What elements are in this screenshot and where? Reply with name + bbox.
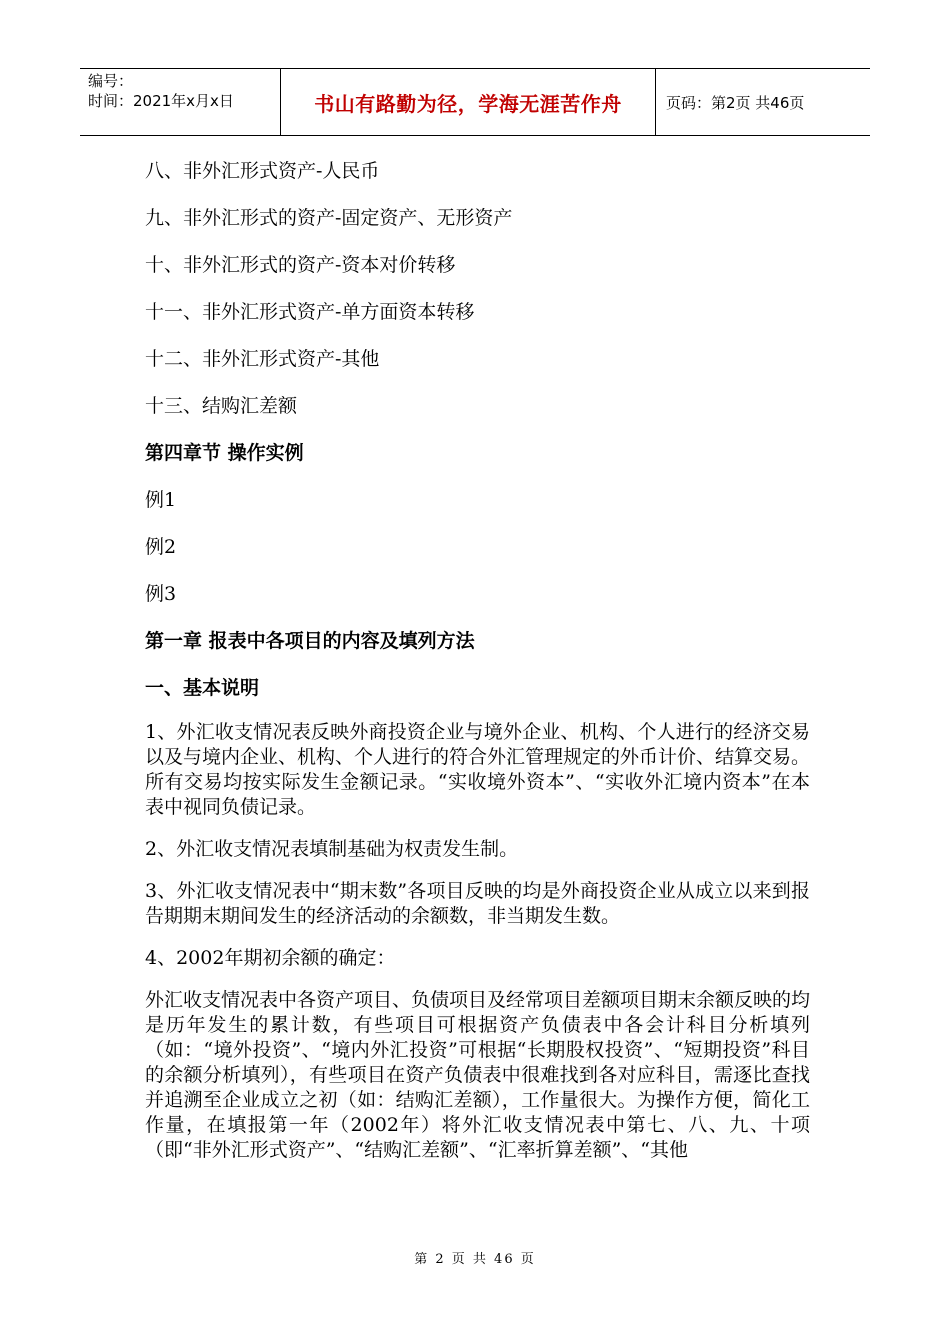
page-header <box>80 68 870 136</box>
toc-item: 八、非外汇形式资产-人民币 <box>145 160 380 182</box>
paragraph: 3、外汇收支情况表中“期末数”各项目反映的均是外商投资企业从成立以来到报告期期末期间发生的经济活动的余额数，非当期发生数。 <box>145 880 810 927</box>
example-item: 例2 <box>145 536 177 558</box>
toc-item: 十三、结购汇差额 <box>145 395 298 417</box>
example-item: 例3 <box>145 583 177 605</box>
toc-item: 九、非外汇形式的资产-固定资产、无形资产 <box>145 207 513 229</box>
section1-heading: 一、基本说明 <box>145 677 260 699</box>
document-body <box>145 156 810 1180</box>
paragraph: 2、外汇收支情况表填制基础为权责发生制。 <box>145 838 519 860</box>
example-item: 例1 <box>145 489 177 511</box>
page-footer: 第 2 页 共 46 页 <box>414 1252 536 1267</box>
paragraph: 1、外汇收支情况表反映外商投资企业与境外企业、机构、个人进行的经济交易以及与境内企业、机构、个人进行的符合外汇管理规定的外币计价、结算交易。所有交易均按实际发生金额记录。“实收境外资本”、“实收外汇境内资本”在本表中视同负债记录。 <box>145 721 811 818</box>
number-label: 编号： <box>88 72 134 90</box>
toc-item: 十一、非外汇形式资产-单方面资本转移 <box>145 301 475 323</box>
paragraph: 外汇收支情况表中各资产项目、负债项目及经常项目差额项目期末余额反映的均是历年发生的累计数，有些项目可根据资产负债表中各会计科目分析填列（如：“境外投资”、“境内外汇投资”可根据“长期股权投资”、“短期投资”科目的余额分析填列），有些项目在资产负债表中很难找到各对应科目，需逐比查找并追溯至企业成立之初（如：结购汇差额），工作量很大。为操作方便，简化工作量，在填报第一年（2002年）将外汇收支情况表中第七、八、九、十项（即“非外汇形式资产”、“结购汇差额”、“汇率折算差额”、“其他 <box>145 989 811 1161</box>
paragraph: 4、2002年期初余额的确定： <box>145 947 396 969</box>
toc-item: 十、非外汇形式的资产-资本对价转移 <box>145 254 456 276</box>
header-meta <box>80 69 281 135</box>
header-page-code: 页码：第2页 共46页 <box>666 93 805 112</box>
toc-item: 十二、非外汇形式资产-其他 <box>145 348 380 370</box>
time-label: 时间：2021年x月x日 <box>88 92 234 110</box>
chapter4-heading: 第四章节 操作实例 <box>145 442 304 464</box>
header-motto: 书山有路勤为径，学海无涯苦作舟 <box>281 69 656 135</box>
chapter1-heading: 第一章 报表中各项目的内容及填列方法 <box>145 630 475 652</box>
